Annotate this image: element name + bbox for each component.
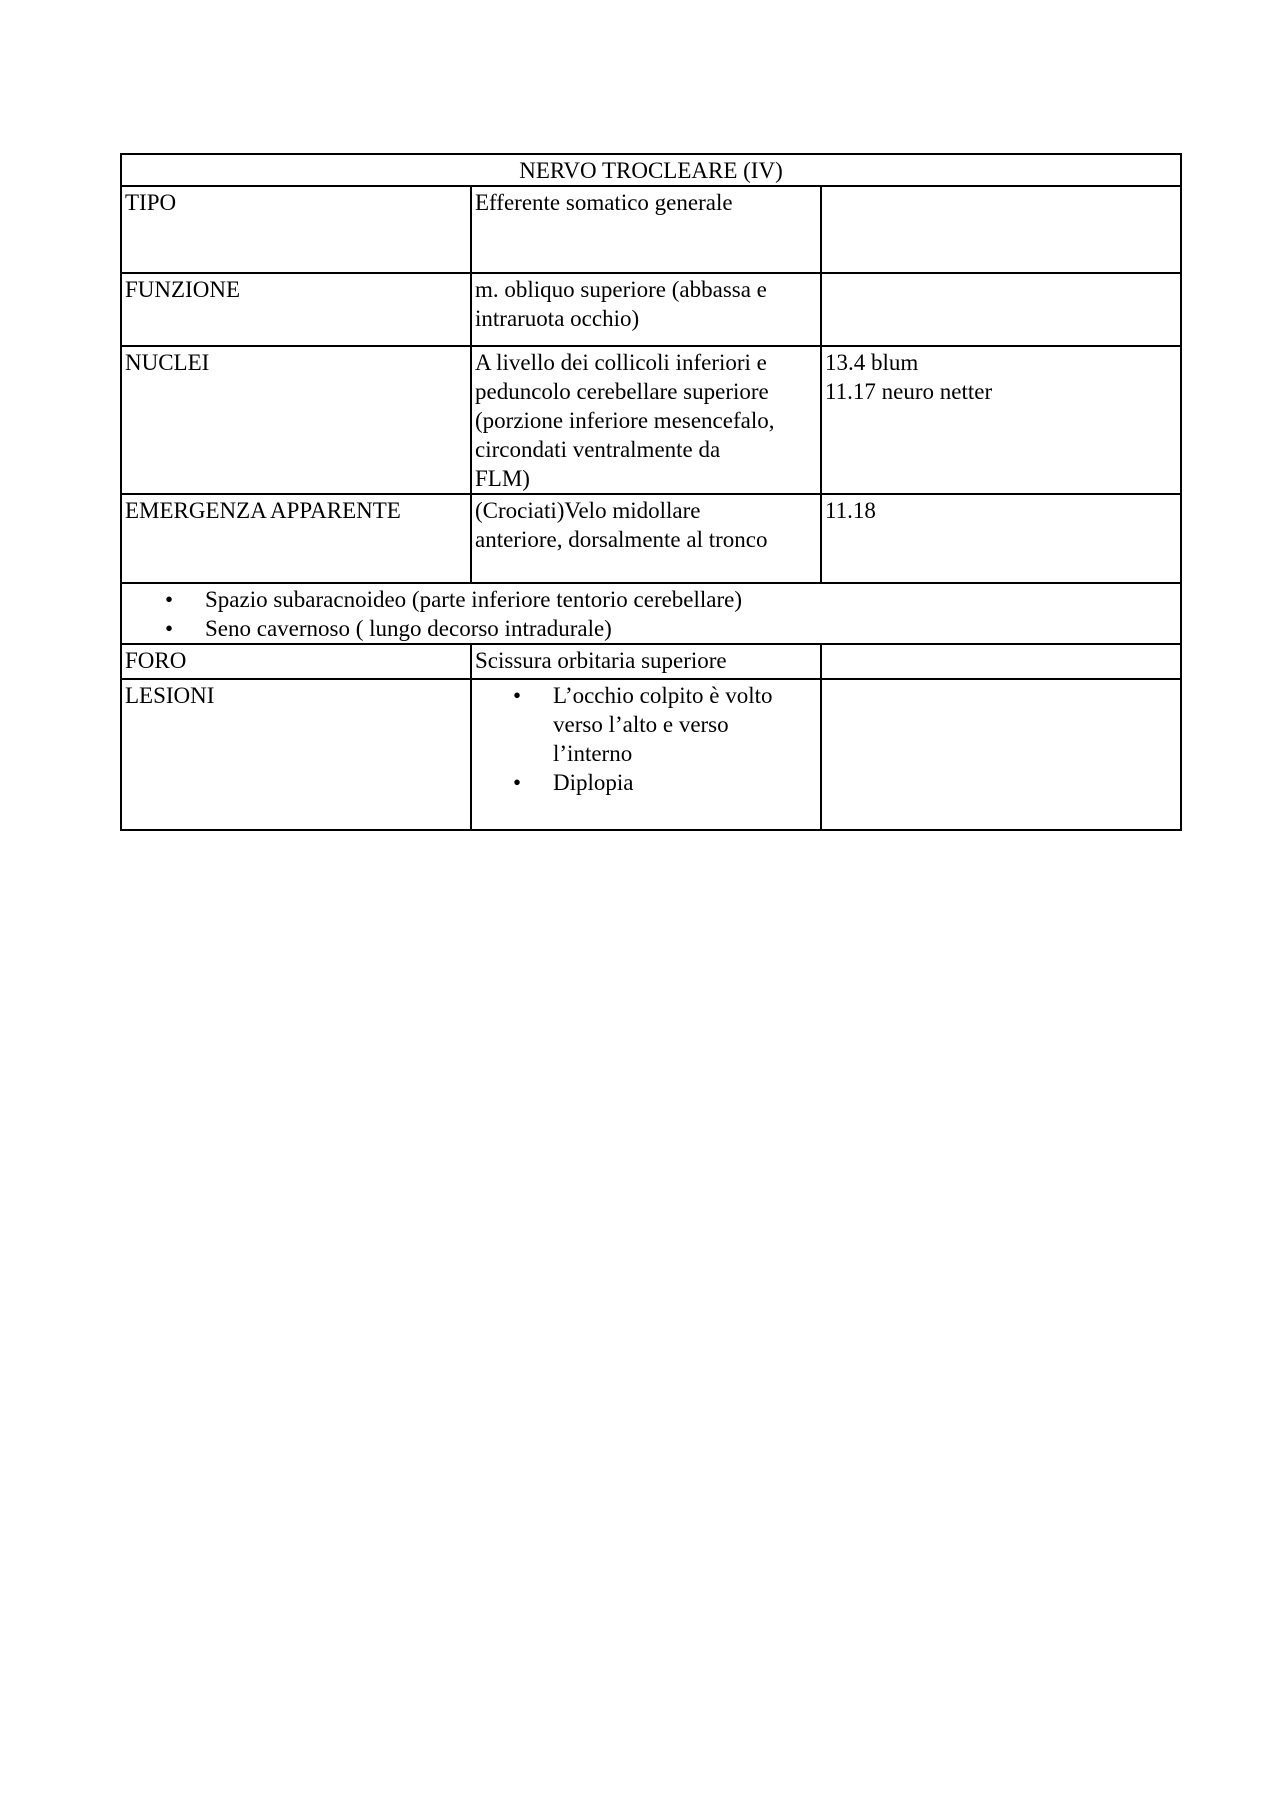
nerve-table [120,153,1182,831]
bullet-icon: • [513,683,522,708]
row-label-nuclei: NUCLEI [121,346,471,494]
lesioni-item-line: l’interno [553,741,633,766]
list-item [475,768,817,797]
nuclei-line: FLM) [475,466,530,491]
row-ref-emergenza: 11.18 [821,494,1181,583]
table-row-nuclei [121,346,1181,494]
list-item [125,614,1177,643]
row-value-lesioni [471,679,821,830]
nuclei-line: A livello dei collicoli inferiori e [475,350,767,375]
table-row-foro [121,644,1181,679]
decorso-list [125,585,1177,643]
row-ref-nuclei [821,346,1181,494]
nuclei-ref-line: 13.4 blum [825,350,919,375]
table-row-decorso [121,583,1181,644]
row-ref-lesioni [821,679,1181,830]
emergenza-line: anteriore, dorsalmente al tronco [475,527,768,552]
row-value-nuclei [471,346,821,494]
table-row-funzione [121,273,1181,346]
decorso-cell [121,583,1181,644]
lesioni-list [475,681,817,797]
lesioni-item-line: verso l’alto e verso [553,712,729,737]
row-label-tipo: TIPO [121,186,471,273]
table-title: NERVO TROCLEARE (IV) [121,154,1181,186]
decorso-item-text: Spazio subaracnoideo (parte inferiore tentorio cerebellare) [205,587,743,612]
row-ref-funzione [821,273,1181,346]
emergenza-line: (Crociati)Velo midollare [475,498,701,523]
table-row-tipo [121,186,1181,273]
row-label-lesioni: LESIONI [121,679,471,830]
row-label-funzione: FUNZIONE [121,273,471,346]
row-value-tipo: Efferente somatico generale [471,186,821,273]
nuclei-line: (porzione inferiore mesencefalo, [475,408,775,433]
table-row-emergenza [121,494,1181,583]
nuclei-line: circondati ventralmente da [475,437,721,462]
funzione-line: m. obliquo superiore (abbassa e [475,277,767,302]
row-label-foro: FORO [121,644,471,679]
bullet-icon: • [513,770,522,795]
bullet-icon: • [165,587,174,612]
row-ref-foro [821,644,1181,679]
table-row-lesioni [121,679,1181,830]
nuclei-line: peduncolo cerebellare superiore [475,379,769,404]
bullet-icon: • [165,616,174,641]
table-title-row [121,154,1181,186]
list-item [475,681,817,768]
row-value-emergenza [471,494,821,583]
row-value-funzione [471,273,821,346]
row-label-emergenza: EMERGENZA APPARENTE [121,494,471,583]
lesioni-item-line: L’occhio colpito è volto [553,683,773,708]
lesioni-item-text: Diplopia [553,770,634,795]
decorso-item-text: Seno cavernoso ( lungo decorso intradurale) [205,616,612,641]
row-ref-tipo [821,186,1181,273]
row-value-foro: Scissura orbitaria superiore [471,644,821,679]
nuclei-ref-line: 11.17 neuro netter [825,379,993,404]
funzione-line: intraruota occhio) [475,306,640,331]
list-item [125,585,1177,614]
